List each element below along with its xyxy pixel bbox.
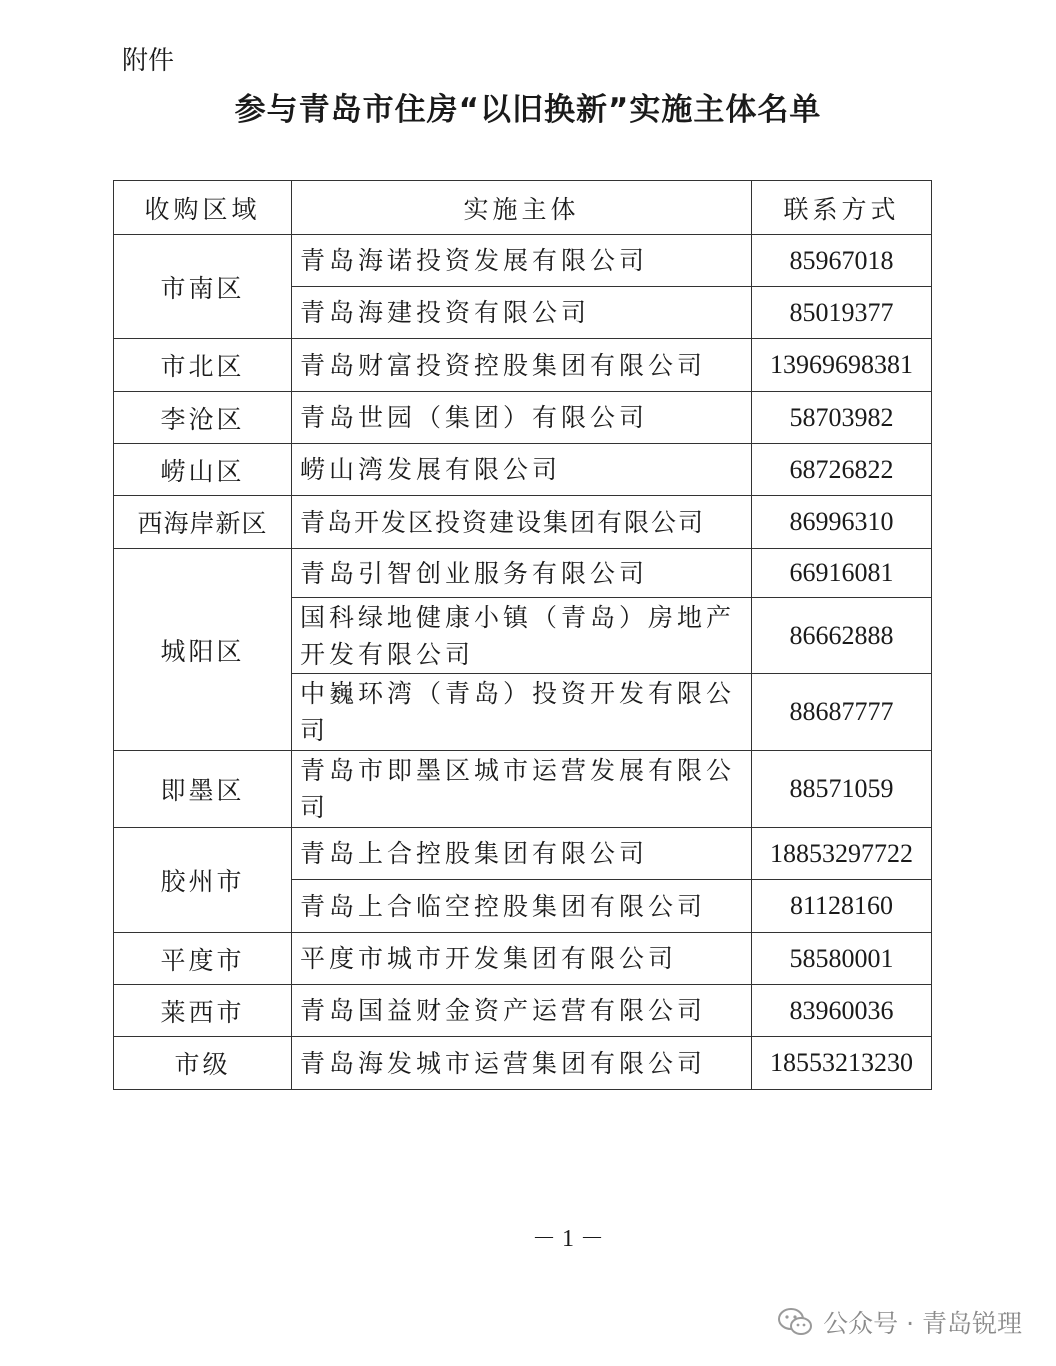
entity-cell: 国科绿地健康小镇（青岛）房地产开发有限公司: [292, 598, 752, 674]
entity-cell: 崂山湾发展有限公司: [292, 444, 752, 496]
district-cell: 市南区: [114, 235, 292, 339]
entity-table: [113, 180, 932, 1090]
phone-cell: 58703982: [752, 392, 932, 444]
entity-cell: 青岛开发区投资建设集团有限公司: [292, 496, 752, 549]
phone-cell: 18853297722: [752, 828, 932, 880]
table-row: [114, 235, 932, 287]
district-cell: 李沧区: [114, 392, 292, 444]
phone-cell: 66916081: [752, 549, 932, 598]
table-row: [114, 933, 932, 985]
table-row: [114, 392, 932, 444]
entity-cell: 青岛海诺投资发展有限公司: [292, 235, 752, 287]
table-row: [114, 549, 932, 598]
document-title: 参与青岛市住房“以旧换新”实施主体名单: [234, 92, 822, 128]
phone-cell: 88687777: [752, 674, 932, 751]
table-row: [114, 496, 932, 549]
phone-cell: 85967018: [752, 235, 932, 287]
phone-cell: 83960036: [752, 985, 932, 1037]
phone-cell: 68726822: [752, 444, 932, 496]
district-cell: 平度市: [114, 933, 292, 985]
phone-cell: 88571059: [752, 751, 932, 828]
entity-cell: 青岛世园（集团）有限公司: [292, 392, 752, 444]
entity-cell: 青岛海建投资有限公司: [292, 287, 752, 339]
district-cell: 胶州市: [114, 828, 292, 933]
phone-cell: 58580001: [752, 933, 932, 985]
entity-cell: 青岛国益财金资产运营有限公司: [292, 985, 752, 1037]
phone-cell: 86662888: [752, 598, 932, 674]
table-header-row: [114, 181, 932, 235]
entity-cell: 青岛上合控股集团有限公司: [292, 828, 752, 880]
attachment-label: 附件: [122, 46, 175, 76]
phone-cell: 13969698381: [752, 339, 932, 392]
phone-cell: 86996310: [752, 496, 932, 549]
entity-cell: 青岛上合临空控股集团有限公司: [292, 880, 752, 933]
header-contact: 联系方式: [752, 181, 932, 235]
table-row: [114, 339, 932, 392]
entity-cell: 平度市城市开发集团有限公司: [292, 933, 752, 985]
phone-cell: 18553213230: [752, 1037, 932, 1090]
header-entity: 实施主体: [292, 181, 752, 235]
district-cell: 西海岸新区: [114, 496, 292, 549]
table-row: [114, 828, 932, 880]
phone-cell: 85019377: [752, 287, 932, 339]
district-cell: 城阳区: [114, 549, 292, 751]
table-row: [114, 751, 932, 828]
district-cell: 莱西市: [114, 985, 292, 1037]
watermark-text: 公众号 · 青岛锐理: [823, 1309, 1022, 1338]
district-cell: 即墨区: [114, 751, 292, 828]
entity-cell: 青岛市即墨区城市运营发展有限公司: [292, 751, 752, 828]
district-cell: 市北区: [114, 339, 292, 392]
district-cell: 崂山区: [114, 444, 292, 496]
wechat-icon: [777, 1307, 813, 1337]
table-row: [114, 985, 932, 1037]
entity-cell: 中巍环湾（青岛）投资开发有限公司: [292, 674, 752, 751]
entity-cell: 青岛财富投资控股集团有限公司: [292, 339, 752, 392]
page-number: － 1 －: [532, 1226, 604, 1252]
table-row: [114, 1037, 932, 1090]
phone-cell: 81128160: [752, 880, 932, 933]
header-district: 收购区域: [114, 181, 292, 235]
watermark: [777, 1304, 1022, 1340]
entity-cell: 青岛海发城市运营集团有限公司: [292, 1037, 752, 1090]
entity-cell: 青岛引智创业服务有限公司: [292, 549, 752, 598]
table-row: [114, 444, 932, 496]
district-cell: 市级: [114, 1037, 292, 1090]
